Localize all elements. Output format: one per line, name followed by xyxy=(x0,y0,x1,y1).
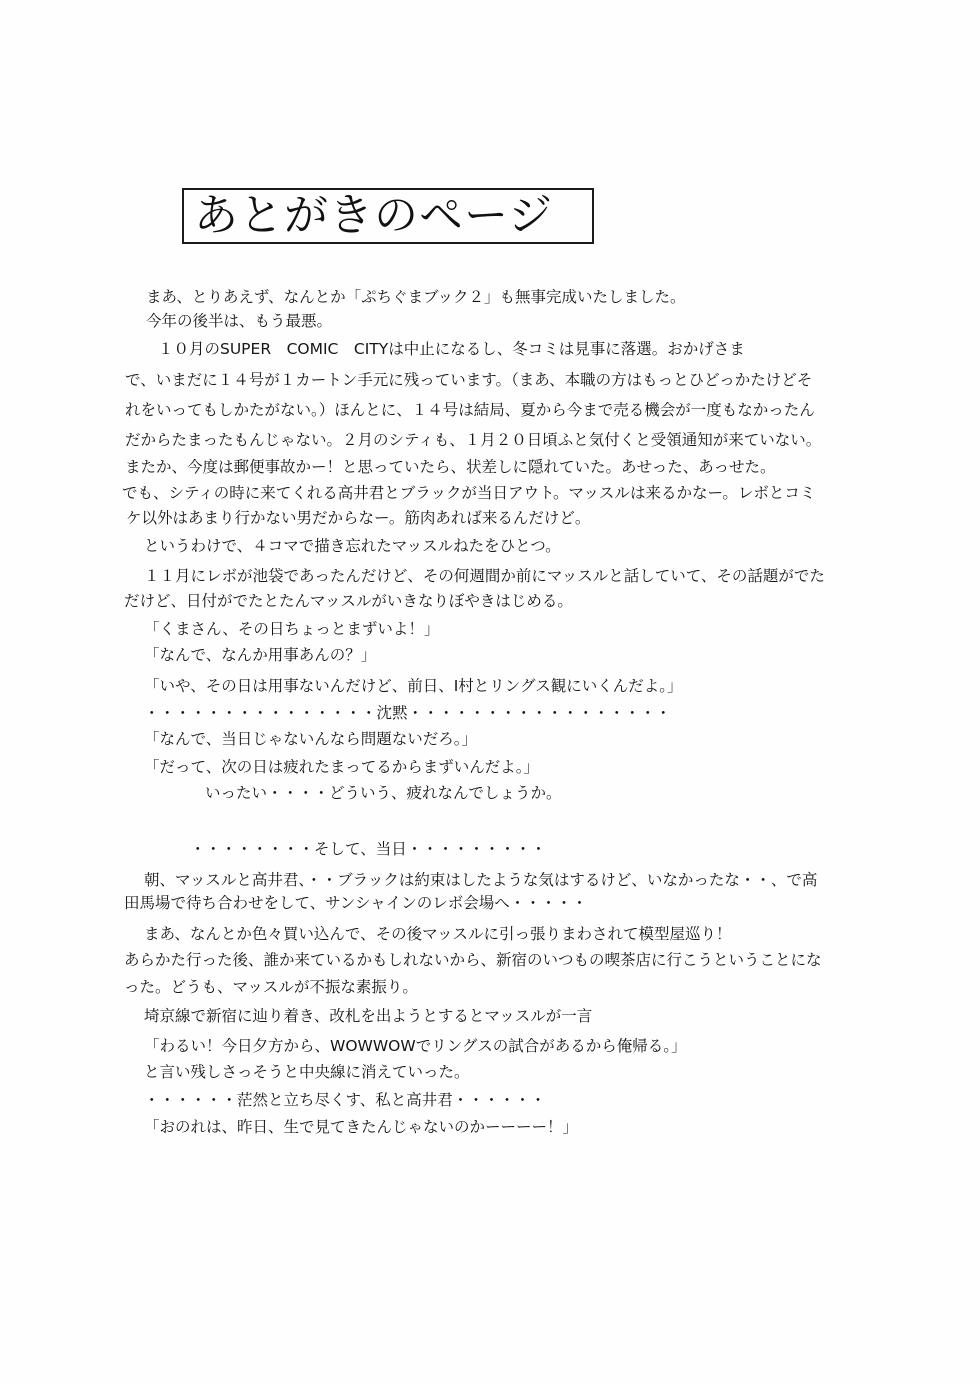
text-line: １１月にレボが池袋であったんだけど、その何週間か前にマッスルと話していて、その話題がでた xyxy=(144,567,825,585)
text-line: １０月のSUPER COMIC CITYは中止になるし、冬コミは見事に落選。おかげさま xyxy=(158,340,745,358)
text-line: ・・・・・・茫然と立ち尽くす、私と高井君・・・・・・ xyxy=(144,1091,546,1109)
text-line: あらかた行った後、誰か来ているかもしれないから、新宿のいつもの喫茶店に行こうということにな xyxy=(124,951,822,969)
text-line: まあ、なんとか色々買い込んで、その後マッスルに引っ張りまわされて模型屋巡り！ xyxy=(144,925,732,943)
text-line: 「くまさん、その日ちょっとまずいよ！」 xyxy=(144,620,440,638)
text-line: 「いや、その日は用事ないんだけど、前日、I村とリングス観にいくんだよ。」 xyxy=(144,677,683,695)
text-line: 朝、マッスルと高井君、・・ブラックは約束はしたような気はするけど、いなかったな・・、で高 xyxy=(144,871,818,889)
text-line: 今年の後半は、もう最悪。 xyxy=(146,312,333,330)
text-line: ケ以外はあまり行かない男だからなー。筋肉あれば来るんだけど。 xyxy=(126,509,591,527)
text-line: れをいってもしかたがない。）ほんとに、１４号は結局、夏から今まで売る機会が一度もなかったん xyxy=(125,401,815,419)
text-line: 「なんで、なんか用事あんの？」 xyxy=(144,646,377,664)
text-line: またか、今度は郵便事故かー！と思っていたら、状差しに隠れていた。あせった、あっせた。 xyxy=(125,458,776,476)
text-line: ・・・・・・・・・・・・・・・沈黙・・・・・・・・・・・・・・・・・ xyxy=(144,704,672,722)
text-line: と言い残しさっそうと中央線に消えていった。 xyxy=(144,1063,470,1081)
text-line: でも、シティの時に来てくれる高井君とブラックが当日アウト。マッスルは来るかなー。レボとコミ xyxy=(122,484,816,502)
text-line: 「だって、次の日は疲れたまってるからまずいんだよ。」 xyxy=(144,758,539,776)
text-line: った。どうも、マッスルが不振な素振り。 xyxy=(124,978,418,996)
text-line: いったい・・・・どういう、疲れなんでしょうか。 xyxy=(205,784,562,802)
text-line: だからたまったもんじゃない。２月のシティも、１月２０日頃ふと気付くと受領通知が来ていない。 xyxy=(125,431,822,449)
text-line: 「なんで、当日じゃないんなら問題ないだろ。」 xyxy=(144,730,477,748)
text-line: 田馬場で待ち合わせをして、サンシャインのレボ会場へ・・・・・ xyxy=(124,894,588,912)
text-line: ・・・・・・・・そして、当日・・・・・・・・・ xyxy=(190,840,547,858)
page-title: あとがきのページ xyxy=(182,188,594,244)
text-line: で、いまだに１４号が１カートン手元に残っています。（まあ、本職の方はもっとひどっかたけどそ xyxy=(125,371,813,389)
text-line: まあ、とりあえず、なんとか「ぷちぐまブック２」も無事完成いたしました。 xyxy=(146,288,686,306)
text-line: 「おのれは、昨日、生で見てきたんじゃないのかーーーー！」 xyxy=(144,1118,579,1136)
text-line: というわけで、４コマで描き忘れたマッスルねたをひとつ。 xyxy=(144,537,561,555)
text-line: 埼京線で新宿に辿り着き、改札を出ようとするとマッスルが一言 xyxy=(144,1007,593,1025)
text-line: 「わるい！今日夕方から、WOWWOWでリングスの試合があるから俺帰る。」 xyxy=(144,1037,687,1055)
text-line: だけど、日付がでたとたんマッスルがいきなりぼやきはじめる。 xyxy=(124,592,573,610)
